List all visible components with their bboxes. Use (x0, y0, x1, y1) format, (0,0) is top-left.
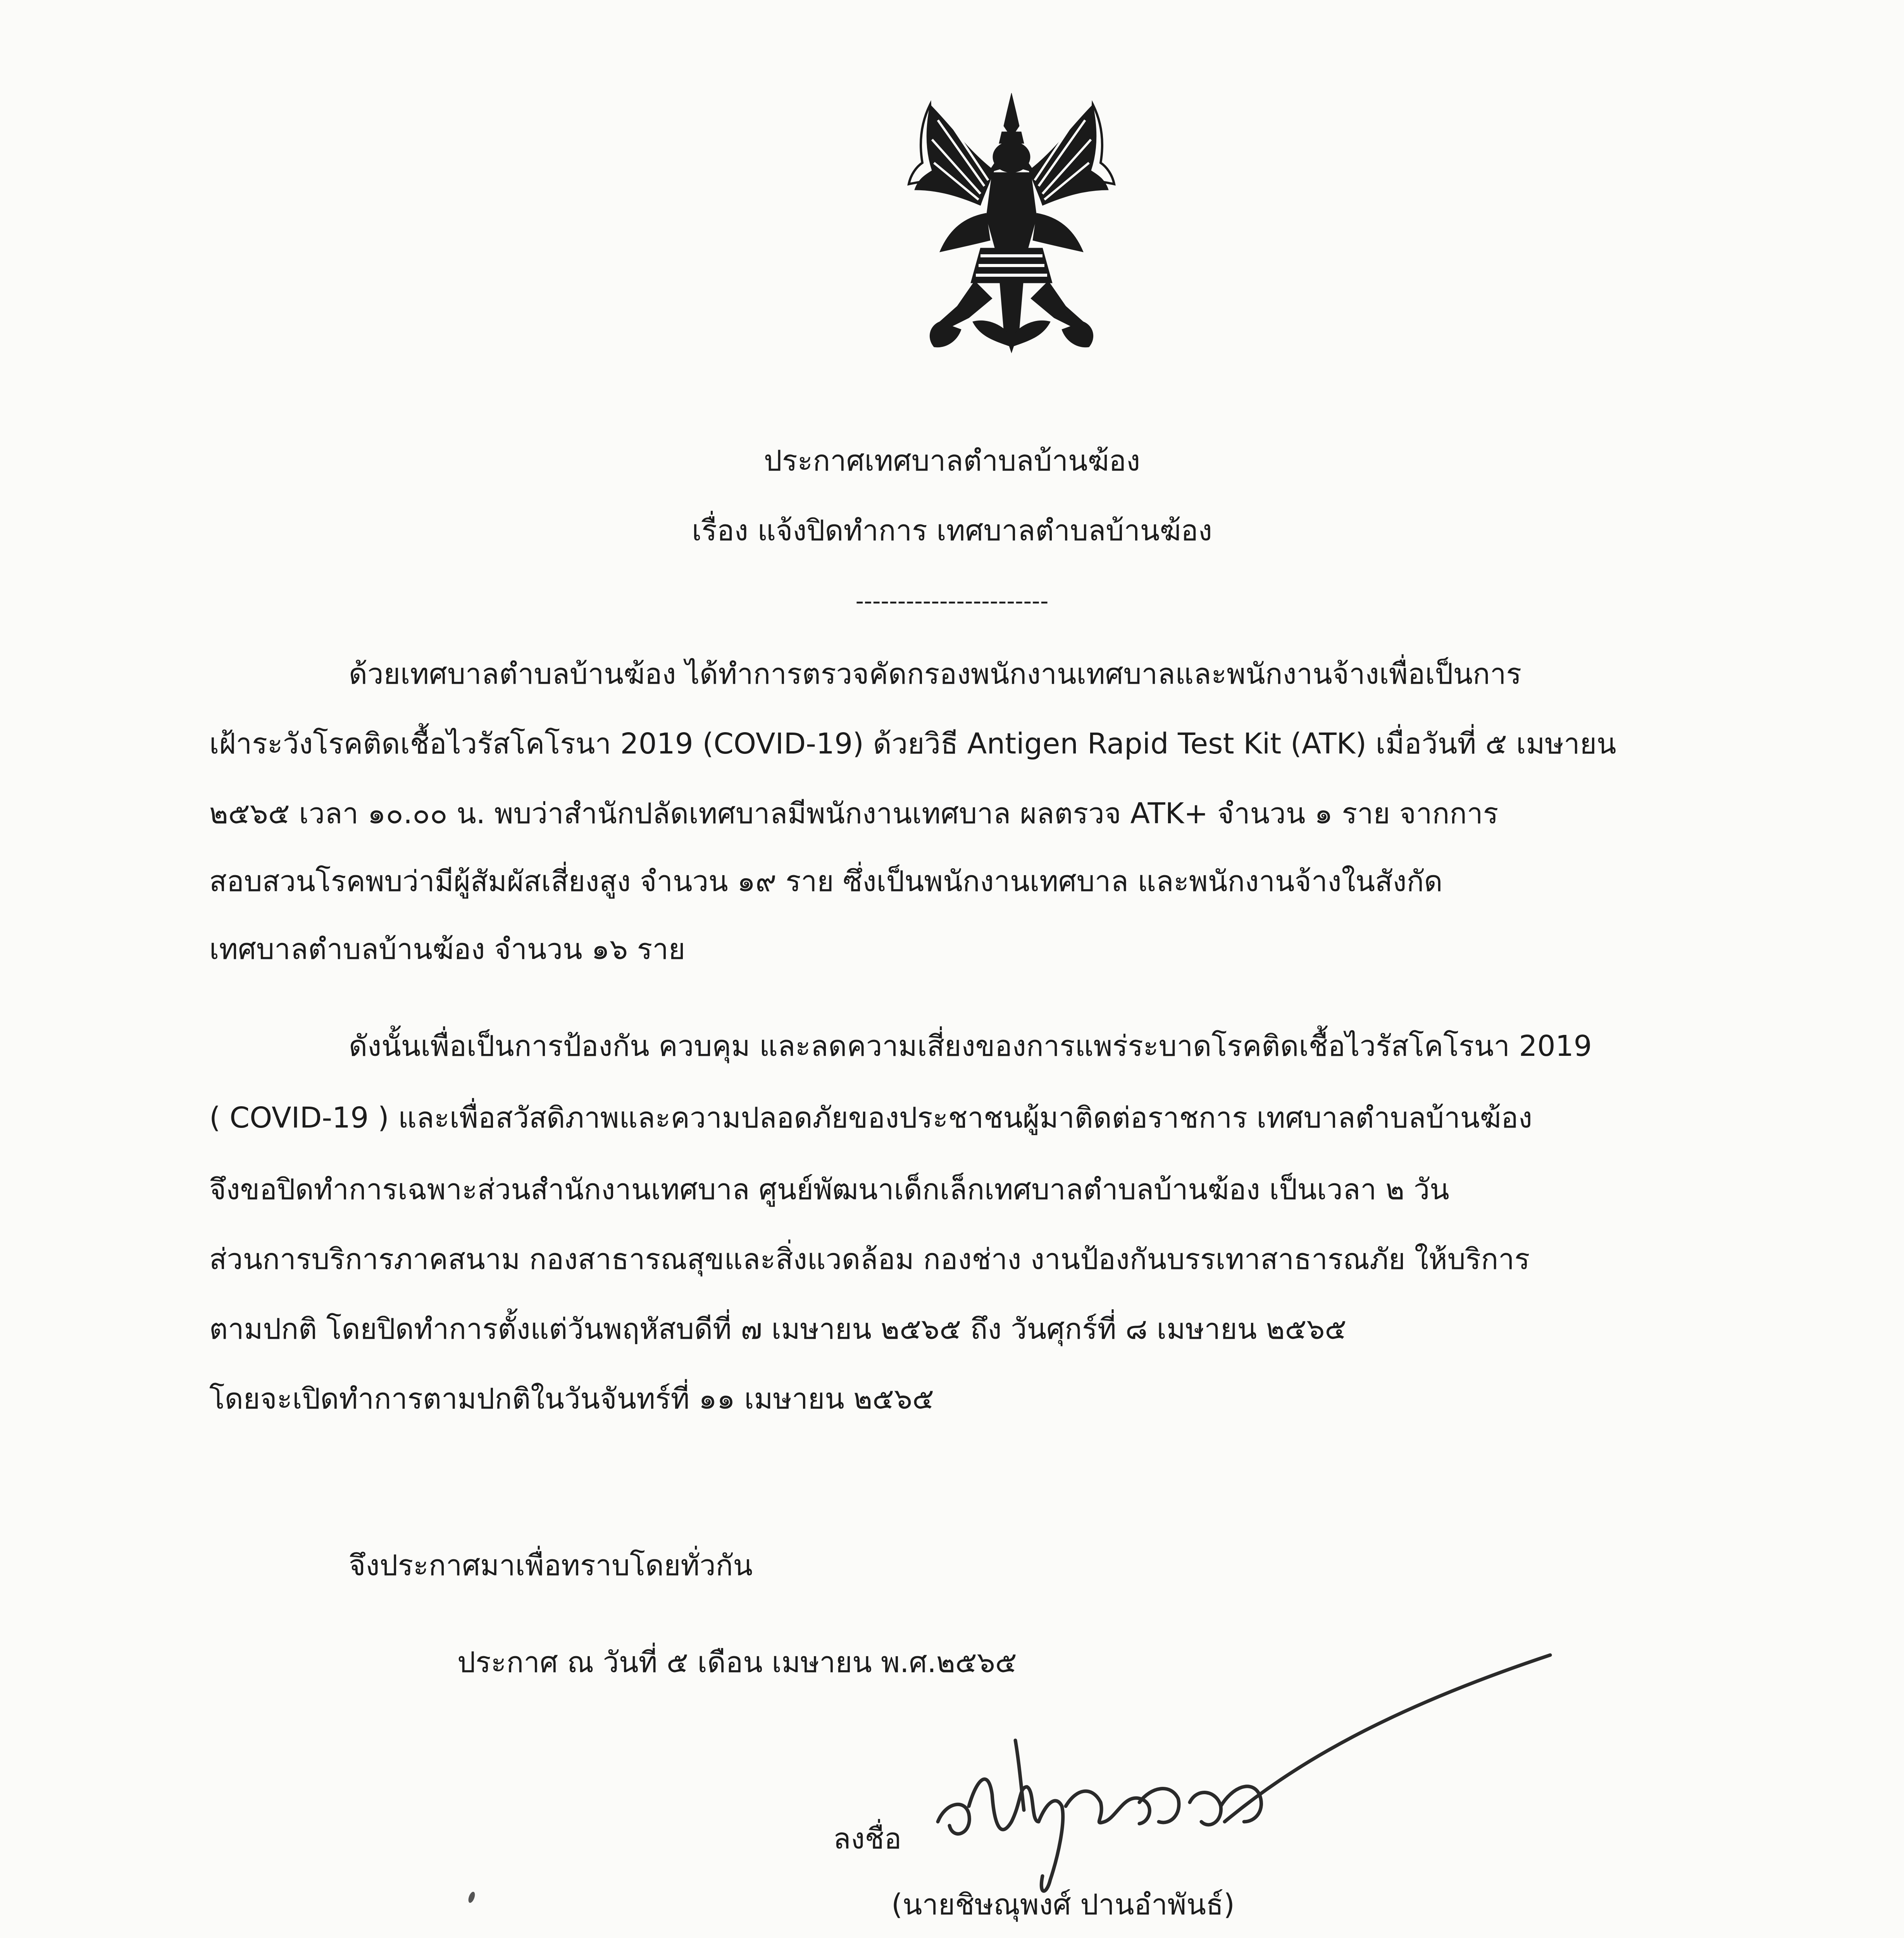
announcement-date: ประกาศ ณ วันที่ ๕ เดือน เมษายน พ.ศ.๒๕๖๕ (457, 1646, 1017, 1679)
document-subject: เรื่อง แจ้งปิดทำการ เทศบาลตำบลบ้านฆ้อง (692, 514, 1212, 547)
paragraph1-line4: สอบสวนโรคพบว่ามีผู้สัมผัสเสี่ยงสูง จำนวน ๑๙ ราย ซึ่งเป็นพนักงานเทศบาล และพนักงานจ้างในสังกัด (209, 865, 1443, 898)
paragraph1-line3: ๒๕๖๕ เวลา ๑๐.๐๐ น. พบว่าสำนักปลัดเทศบาลมีพนักงานเทศบาล ผลตรวจ ATK+ จำนวน ๑ ราย จากการ (209, 797, 1499, 830)
paragraph2-line5: ตามปกติ โดยปิดทำการตั้งแต่วันพฤหัสบดีที่ ๗ เมษายน ๒๕๖๕ ถึง วันศุกร์ที่ ๘ เมษายน ๒๕๖๕ (209, 1312, 1347, 1346)
paragraph2-line1: ดังนั้นเพื่อเป็นการป้องกัน ควบคุม และลดความเสี่ยงของการแพร่ระบาดโรคติดเชื้อไวรัสโคโรนา 2019 (349, 1029, 1592, 1063)
garuda-emblem-icon (903, 89, 1120, 357)
closing-statement: จึงประกาศมาเพื่อทราบโดยทั่วกัน (349, 1549, 753, 1582)
signatory-name: (นายชิษณุพงศ์ ปานอำพันธ์) (891, 1888, 1235, 1921)
sign-label: ลงชื่อ (833, 1822, 902, 1855)
paragraph1-line2: เฝ้าระวังโรคติดเชื้อไวรัสโคโรนา 2019 (COVID-19) ด้วยวิธี Antigen Rapid Test Kit (ATK) เมื่อวันที่ ๕ เมษายน (209, 727, 1616, 760)
paragraph2-line6: โดยจะเปิดทำการตามปกติในวันจันทร์ที่ ๑๑ เมษายน ๒๕๖๕ (209, 1382, 934, 1416)
handwritten-signature (922, 1640, 1554, 1903)
document-title: ประกาศเทศบาลตำบลบ้านฆ้อง (763, 444, 1141, 478)
paragraph2-line4: ส่วนการบริการภาคสนาม กองสาธารณสุขและสิ่งแวดล้อม กองช่าง งานป้องกันบรรเทาสาธารณภัย ให้บริการ (209, 1243, 1530, 1276)
paragraph1-line5: เทศบาลตำบลบ้านฆ้อง จำนวน ๑๖ ราย (209, 933, 686, 966)
separator-line: ----------------------- (855, 588, 1049, 615)
paragraph2-line2: ( COVID-19 ) และเพื่อสวัสดิภาพและความปลอดภัยของประชาชนผู้มาติดต่อราชการ เทศบาลตำบลบ้านฆ้อง (209, 1101, 1532, 1135)
paper-mark (467, 1891, 476, 1904)
paragraph1-line1: ด้วยเทศบาลตำบลบ้านฆ้อง ได้ทำการตรวจคัดกรองพนักงานเทศบาลและพนักงานจ้างเพื่อเป็นการ (349, 657, 1522, 691)
paragraph2-line3: จึงขอปิดทำการเฉพาะส่วนสำนักงานเทศบาล ศูนย์พัฒนาเด็กเล็กเทศบาลตำบลบ้านฆ้อง เป็นเวลา ๒ วัน (209, 1173, 1449, 1206)
